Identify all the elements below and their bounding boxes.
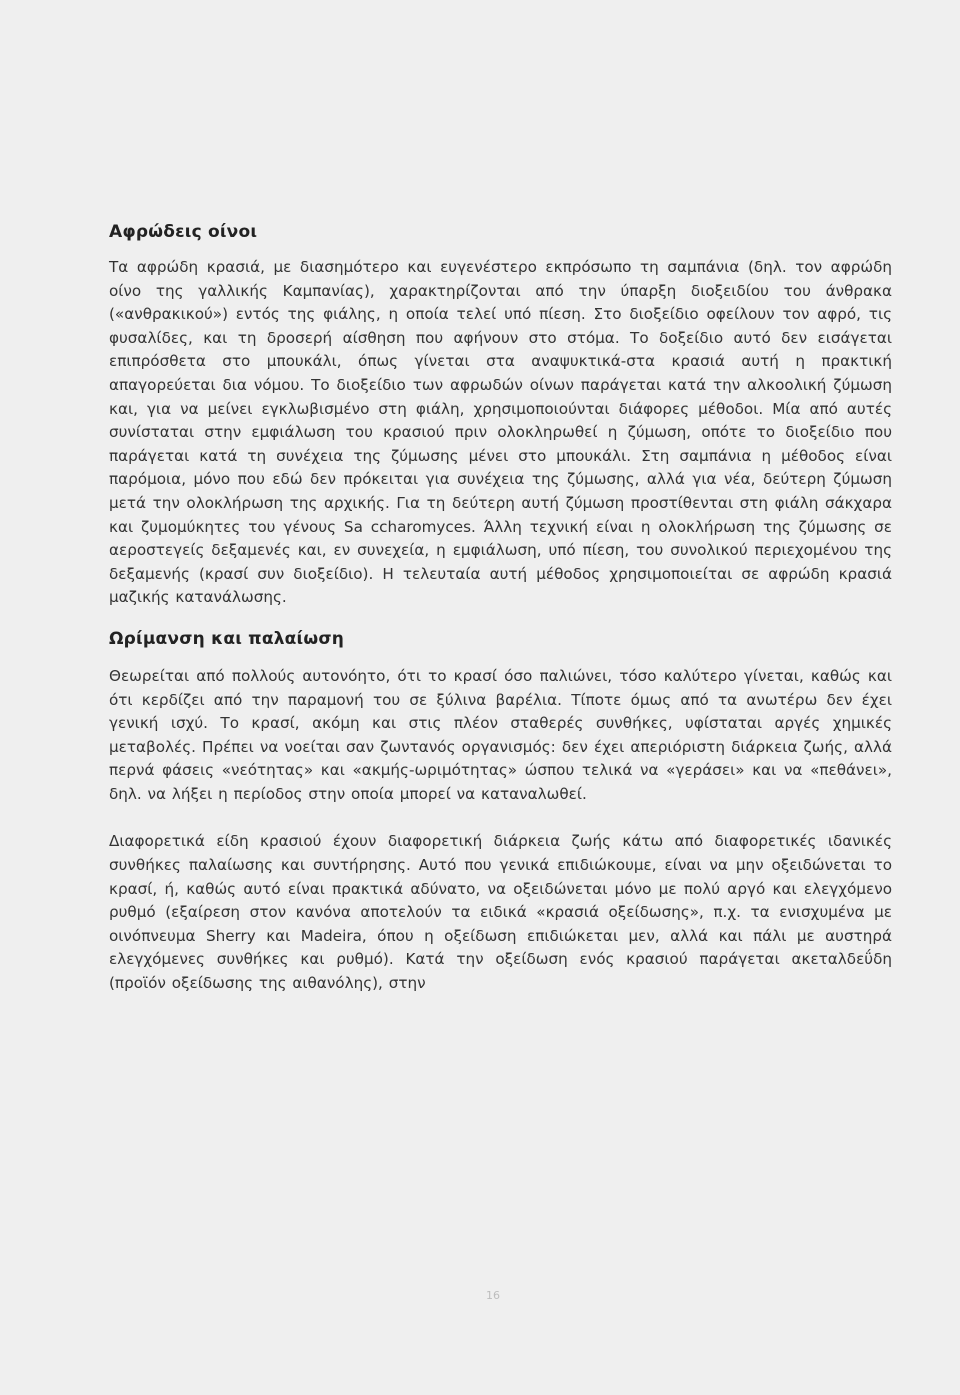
paragraph-aging-2: Διαφορετικά είδη κρασιού έχουν διαφορετική διάρκεια ζωής κάτω από διαφορετικές ιδανικές συνθήκες παλαίωσης και συντήρησης. Αυτό που γενικά επιδιώκουμε, είναι να μην οξειδώνεται το κρασί, ή, καθώς αυτό είναι πρακτικά αδύνατο, να οξειδώνεται μόνο με πολύ αργό και ελεγχόμενο ρυθμό (εξαίρεση στον κανόνα αποτελούν τα ειδικά «κρασιά οξείδωσης», π.χ. τα ενισχυμένα με οινόπνευμα Sherry και Madeira, όπου η οξείδωση επιδιώκεται μεν, αλλά και πάλι με αυστηρά ελεγχόμενες συνθήκες και ρυθμό). Κατά την οξείδωση ενός κρασιού παράγεται ακεταλδεΰδη (προϊόν οξείδωσης της αιθανόλης), στην [109,832,892,993]
page-content [109,222,892,996]
paragraph-sparkling-wines: Τα αφρώδη κρασιά, με διασημότερο και ευγενέστερο εκπρόσωπο τη σαμπάνια (δηλ. τον αφρώδη οίνο της γαλλικής Καμπανίας), χαρακτηρίζονται από την ύπαρξη διοξειδίου του άνθρακα («ανθρακικού») εντός της φιάλης, η οποία τελεί υπό πίεση. Στο διοξείδιο οφείλουν τον αφρό, τις φυσαλίδες, και τη δροσερή αίσθηση που αφήνουν στο στόμα. Το δοξείδιο αυτό δεν εισάγεται επιπρόσθετα στο μπουκάλι, όπως γίνεται στα αναψυκτικά-στα κρασιά αυτή η πρακτική απαγορεύεται δια νόμου. Το διοξείδιο των αφρωδών οίνων παράγεται κατά την αλκοολική ζύμωση και, για να μείνει εγκλωβισμένο στη φιάλη, χρησιμοποιούνται διάφορες μέθοδοι. Μία από αυτές συνίσταται στην εμφιάλωση του κρασιού πριν ολοκληρωθεί η ζύμωση, οπότε το διοξείδιο που παράγεται κατά τη συνέχεια της ζύμωσης μένει στο μπουκάλι. Στη σαμπάνια η μέθοδος είναι παρόμοια, μόνο που εδώ δεν πρόκειται για συνέχεια της ζύμωσης, αλλά για νέα, δεύτερη ζύμωση μετά την ολοκλήρωση της αρχικής. Για τη δεύτερη αυτή ζύμωση προστίθενται στη φιάλη σάκχαρα και ζυμομύκητες του γένους Sa ccharomyces. Άλλη τεχνική είναι η ολοκλήρωση της ζύμωσης σε αεροστεγείς δεξαμενές και, εν συνεχεία, η εμφιάλωση, υπό πίεση, του συνολικού περιεχομένου της δεξαμενής (κρασί συν διοξείδιο). Η τελευταία αυτή μέθοδος χρησιμοποιείται σε αφρώδη κρασιά μαζικής κατανάλωσης. [109,258,892,607]
heading-sparkling-wines: Αφρώδεις οίνοι [109,222,258,242]
heading-aging: Ωρίμανση και παλαίωση [109,628,345,649]
paragraph-aging-1: Θεωρείται από πολλούς αυτονόητο, ότι το κρασί όσο παλιώνει, τόσο καλύτερο γίνεται, καθώς και ότι κερδίζει από την παραμονή του σε ξύλινα βαρέλια. Τίποτε όμως από τα ανωτέρω δεν έχει γενική ισχύ. Το κρασί, ακόμη και στις πλέον σταθερές συνθήκες, υφίσταται αργές χημικές μεταβολές. Πρέπει να νοείται σαν ζωντανός οργανισμός: δεν έχει απεριόριστη διάρκεια ζωής, αλλά περνά φάσεις «νεότητας» και «ακμής-ωριμότητας» ώσπου τελικά να «γεράσει» και να «πεθάνει», δηλ. να λήξει η περίοδος στην οποία μπορεί να καταναλωθεί. [109,666,892,803]
page-number: 16 [486,1289,500,1302]
